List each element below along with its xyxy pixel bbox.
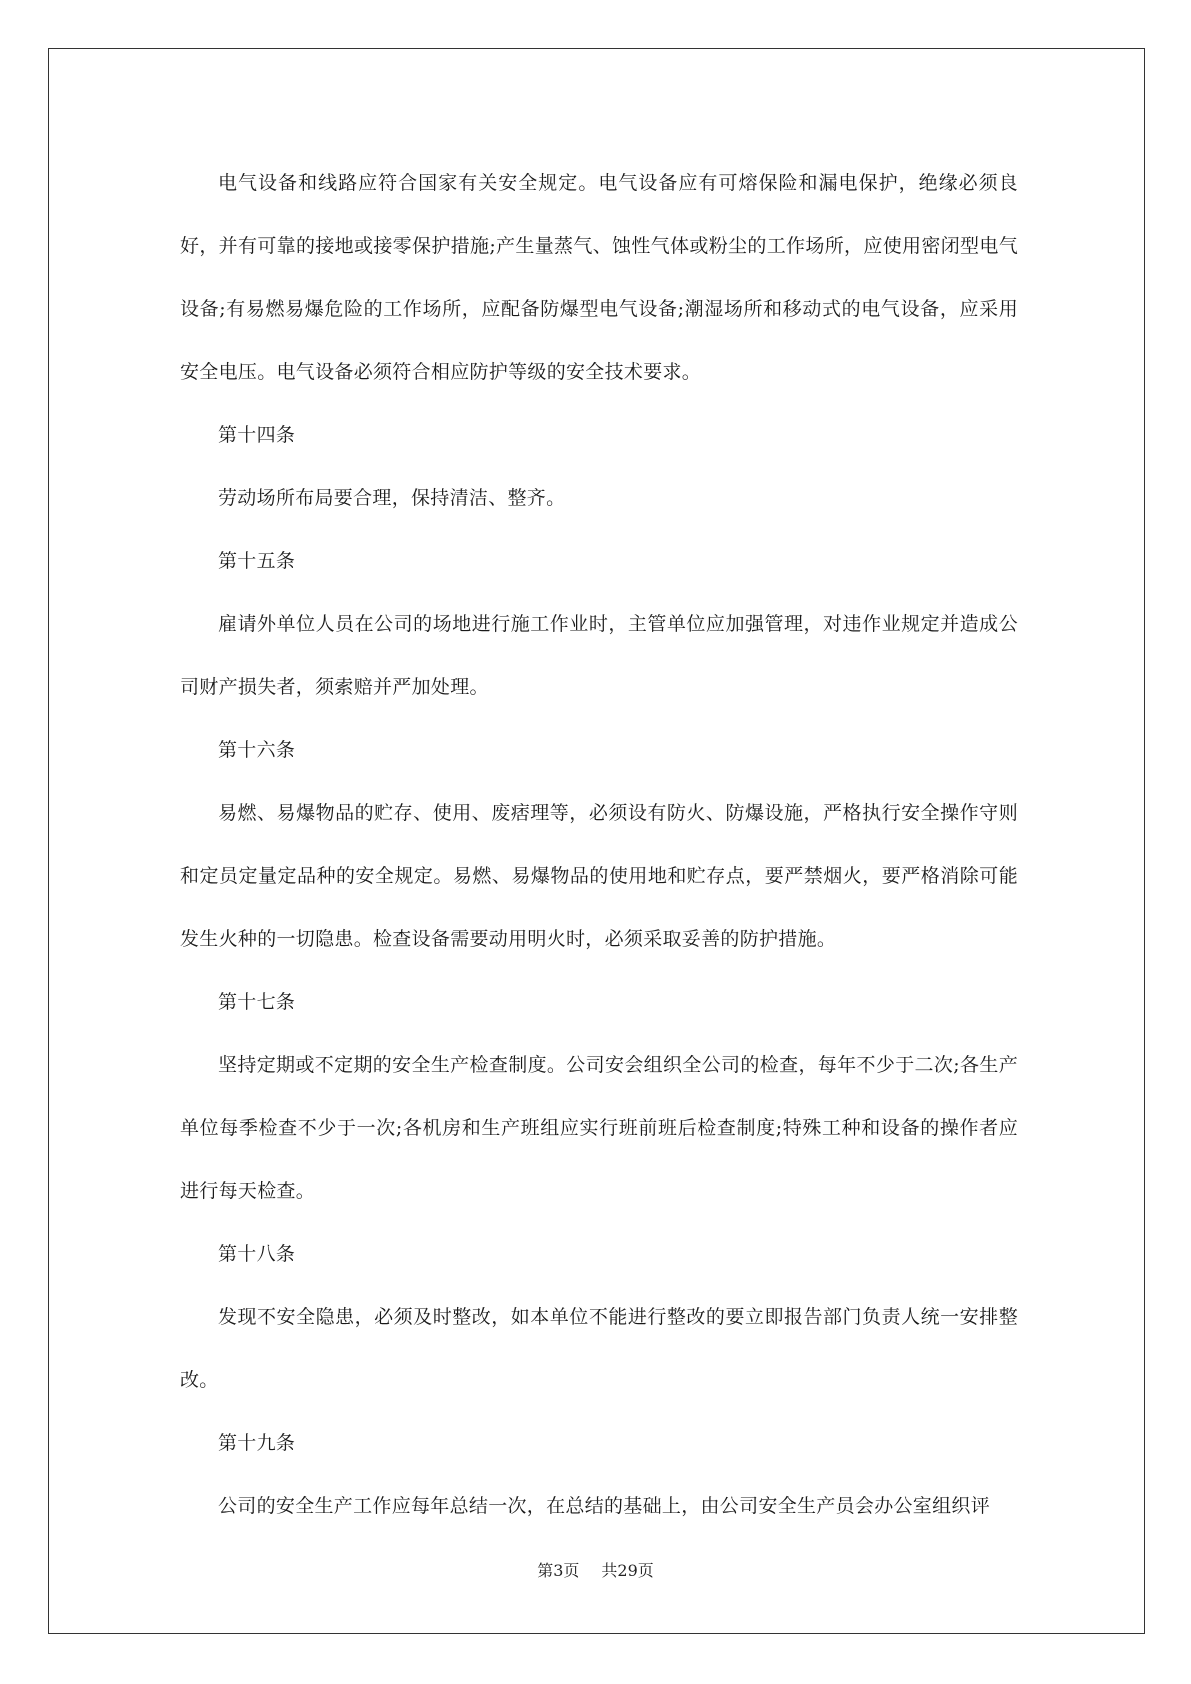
article-heading: 第十八条 <box>218 1243 296 1265</box>
article-heading: 第十九条 <box>218 1432 296 1454</box>
article-heading: 第十五条 <box>218 550 296 572</box>
paragraph: 易燃、易爆物品的贮存、使用、废痞理等，必须设有防火、防爆设施，严格执行安全操作守则和定员定量定品种的安全规定。易燃、易爆物品的使用地和贮存点，要严禁烟火，要严格消除可能发生火种的一切隐患。检查设备需要动用明火时，必须采取妥善的防护措施。 <box>180 802 1018 950</box>
paragraph: 电气设备和线路应符合国家有关安全规定。电气设备应有可熔保险和漏电保护，绝缘必须良好，并有可靠的接地或接零保护措施;产生量蒸气、蚀性气体或粉尘的工作场所，应使用密闭型电气设备;有易燃易爆危险的工作场所，应配备防爆型电气设备;潮湿场所和移动式的电气设备，应采用安全电压。电气设备必须符合相应防护等级的安全技术要求。 <box>180 172 1018 383</box>
paragraph: 公司的安全生产工作应每年总结一次，在总结的基础上，由公司安全生产员会办公室组织评 <box>218 1495 991 1517</box>
paragraph: 劳动场所布局要合理，保持清洁、整齐。 <box>218 487 566 509</box>
paragraph: 发现不安全隐患，必须及时整改，如本单位不能进行整改的要立即报告部门负责人统一安排整改。 <box>180 1306 1018 1391</box>
document-body <box>180 152 1018 1538</box>
article-heading: 第十七条 <box>218 991 296 1013</box>
page-number: 第3页 <box>537 1561 580 1580</box>
article-heading: 第十四条 <box>218 424 296 446</box>
page-footer <box>0 1558 1191 1581</box>
paragraph: 坚持定期或不定期的安全生产检查制度。公司安会组织全公司的检查，每年不少于二次;各生产单位每季检查不少于一次;各机房和生产班组应实行班前班后检查制度;特殊工种和设备的操作者应进行每天检查。 <box>180 1054 1018 1202</box>
article-heading: 第十六条 <box>218 739 296 761</box>
paragraph: 雇请外单位人员在公司的场地进行施工作业时，主管单位应加强管理，对违作业规定并造成公司财产损失者，须索赔并严加处理。 <box>180 613 1018 698</box>
page-total: 共29页 <box>601 1561 654 1580</box>
